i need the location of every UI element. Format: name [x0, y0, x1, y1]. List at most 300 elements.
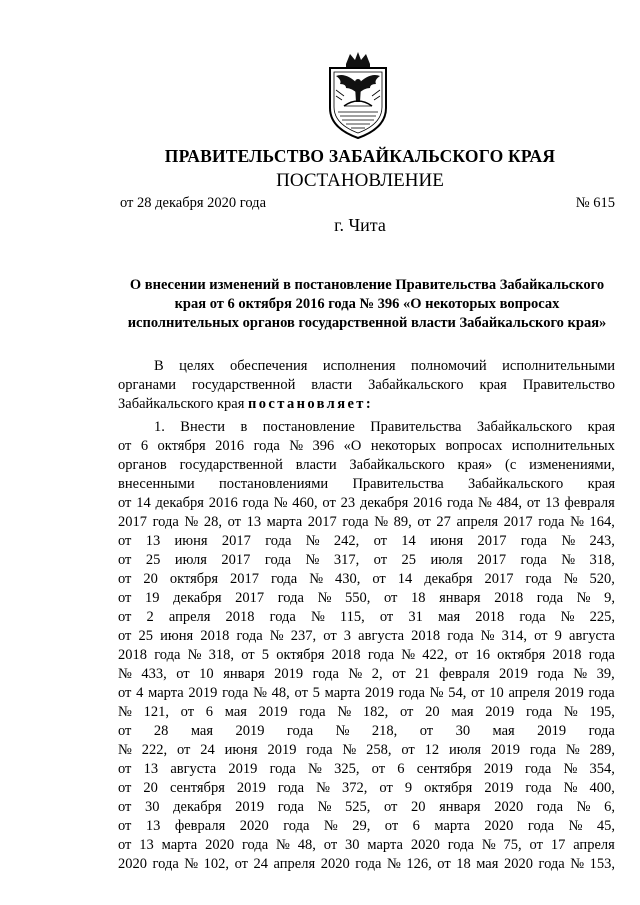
word: №	[563, 704, 578, 720]
word: Забайкальского	[467, 476, 564, 492]
word: 2017	[307, 514, 337, 530]
word: 20	[425, 704, 440, 720]
word: года	[367, 647, 395, 663]
word: года	[152, 514, 179, 530]
word: 5	[261, 647, 270, 663]
paragraph-line	[118, 760, 615, 779]
word: №	[305, 533, 320, 549]
paragraph-line	[118, 456, 615, 475]
paragraph-line	[118, 589, 615, 608]
word: №	[187, 647, 202, 663]
word: органами	[118, 377, 177, 393]
word: 13	[143, 761, 159, 777]
paragraph-line	[118, 551, 615, 570]
word: года	[271, 571, 298, 587]
word: от	[118, 438, 132, 454]
word: 39,	[596, 666, 615, 682]
word: 460,	[292, 495, 318, 511]
word: от	[384, 818, 399, 834]
word: октября	[169, 571, 219, 587]
word: сентября	[416, 761, 472, 777]
word: года	[241, 837, 269, 853]
word: года	[536, 590, 564, 606]
word: года	[152, 856, 179, 872]
word: целях	[179, 358, 215, 374]
word: 6,	[604, 799, 615, 815]
word: исполнения	[322, 358, 396, 374]
word: №	[401, 647, 416, 663]
word: года	[342, 514, 369, 530]
word: года	[277, 590, 304, 606]
word: от	[534, 628, 548, 644]
word: 484,	[496, 495, 523, 511]
word: 2016	[208, 495, 238, 511]
word: №	[342, 742, 357, 758]
word: 6	[412, 818, 420, 834]
word: апреля	[273, 856, 316, 872]
word: года	[277, 799, 304, 815]
word: №	[317, 799, 332, 815]
word: 2019	[228, 761, 258, 777]
word: от	[399, 704, 414, 720]
word: №	[309, 571, 324, 587]
word: №	[563, 761, 578, 777]
word: года	[525, 761, 552, 777]
word: от	[371, 761, 386, 777]
word: от	[118, 780, 132, 796]
word: №	[570, 856, 585, 872]
word: власти	[295, 457, 337, 473]
word: года	[588, 723, 615, 739]
paragraph-line	[118, 418, 615, 437]
word: 237,	[290, 628, 317, 644]
title-line: края от 6 октября 2016 года № 396 «О некоторых вопросах	[174, 296, 560, 312]
word: от	[118, 552, 132, 568]
word: №	[118, 704, 132, 720]
word: 354,	[589, 761, 615, 777]
word: 9	[404, 780, 413, 796]
word: Правительства	[352, 476, 444, 492]
word: 20	[143, 780, 158, 796]
word: 258,	[366, 742, 392, 758]
word: года	[525, 704, 553, 720]
word: 17	[550, 837, 566, 853]
word: 2020	[503, 856, 533, 872]
word: №	[570, 514, 584, 530]
word: 2017	[118, 514, 147, 530]
word: 2018	[118, 647, 147, 663]
paragraph-line	[118, 798, 615, 817]
paragraph-line	[118, 836, 615, 855]
word: 400,	[589, 780, 615, 796]
word: года	[154, 647, 181, 663]
word: края	[587, 419, 615, 435]
word: №	[480, 628, 495, 644]
word: 396	[312, 438, 335, 454]
paragraph-line	[118, 741, 615, 760]
word: №	[316, 780, 330, 796]
word: от	[372, 571, 386, 587]
word: 317,	[333, 552, 360, 568]
word: 2019	[236, 780, 266, 796]
word: года	[588, 685, 615, 701]
word: В	[154, 358, 164, 374]
word: 6	[397, 761, 405, 777]
word: января	[439, 799, 481, 815]
word: 525,	[345, 799, 371, 815]
paragraph-line	[118, 684, 615, 703]
word: от	[180, 704, 195, 720]
word: года	[355, 856, 382, 872]
word: года	[527, 818, 555, 834]
word: от	[118, 590, 132, 606]
word: 2019	[258, 704, 288, 720]
word: года	[269, 609, 296, 625]
word: 28	[153, 723, 169, 739]
word: Правительство	[522, 377, 615, 393]
paragraph-line	[118, 570, 615, 589]
word: августа	[569, 628, 615, 644]
word: года	[286, 723, 314, 739]
word: от	[392, 666, 406, 682]
decree-colon: :	[365, 396, 374, 412]
word: №	[308, 761, 322, 777]
word: января	[223, 666, 265, 682]
word: 9,	[604, 590, 615, 606]
word: 13	[246, 514, 262, 530]
word: 45,	[596, 818, 615, 834]
word: 18	[456, 856, 471, 872]
organization-name: ПРАВИТЕЛЬСТВО ЗАБАЙКАЛЬСКОГО КРАЯ	[164, 146, 556, 166]
word: 27	[436, 514, 451, 530]
word: 318,	[208, 647, 235, 663]
word: 195,	[589, 704, 615, 720]
word: 2017	[221, 552, 251, 568]
word: года	[525, 780, 552, 796]
word: года	[236, 628, 263, 644]
word: Забайкальского	[476, 419, 573, 435]
word: 2019	[537, 723, 567, 739]
word: №	[561, 552, 576, 568]
word: августа	[358, 628, 405, 644]
word: 2019	[483, 761, 513, 777]
word: от	[379, 780, 393, 796]
word: №	[337, 704, 352, 720]
word: 9	[554, 628, 562, 644]
word: февраля	[439, 666, 490, 682]
word: от	[118, 628, 132, 644]
word: года	[312, 666, 339, 682]
word: 2017	[477, 552, 507, 568]
word: 2019	[554, 685, 584, 701]
word: №	[563, 571, 578, 587]
word: года	[277, 780, 305, 796]
word: Забайкальского	[368, 377, 464, 393]
word: 2017	[221, 533, 251, 549]
word: от	[526, 495, 541, 511]
word: 24	[253, 856, 269, 872]
word: 2018	[331, 647, 361, 663]
word: №	[118, 666, 132, 682]
word: 25	[145, 552, 161, 568]
word: 48,	[271, 685, 290, 701]
word: от	[118, 818, 132, 834]
coat-of-arms-emblem	[322, 50, 394, 142]
word: мая	[437, 609, 461, 625]
word: 2019	[499, 666, 529, 682]
word: 18	[411, 590, 426, 606]
word: от	[401, 742, 415, 758]
word: №	[568, 818, 583, 834]
word: государственной	[191, 377, 296, 393]
word: края	[479, 377, 507, 393]
word: 2020	[239, 818, 269, 834]
word: 372,	[342, 780, 368, 796]
word: №	[310, 609, 325, 625]
word: апреля	[508, 685, 551, 701]
word: от	[322, 495, 336, 511]
word: 12	[424, 742, 440, 758]
word: постановлениями	[218, 476, 329, 492]
word: июля	[448, 742, 482, 758]
word: 2018	[225, 609, 255, 625]
word: года	[447, 837, 474, 853]
word: 2020	[205, 837, 235, 853]
word: от	[294, 685, 308, 701]
word: №	[184, 514, 199, 530]
document-date: от 28 декабря 2020 года	[120, 195, 266, 211]
word: мая	[476, 856, 499, 872]
word: 2020	[320, 856, 350, 872]
word: 10	[199, 666, 214, 682]
word: полномочий	[411, 358, 487, 374]
word: 2018	[494, 590, 524, 606]
word: 2	[146, 609, 154, 625]
word: края	[587, 476, 615, 492]
word: 550,	[345, 590, 371, 606]
word: в	[240, 419, 248, 435]
word: 289,	[589, 742, 615, 758]
word: от	[379, 609, 394, 625]
word: года	[538, 514, 565, 530]
word: года	[447, 628, 474, 644]
paragraph-line	[118, 817, 615, 836]
word: от	[118, 723, 132, 739]
word: №	[386, 856, 401, 872]
word: от	[373, 533, 387, 549]
word: 2018	[552, 647, 582, 663]
word: мая	[224, 704, 247, 720]
word: 222,	[141, 742, 168, 758]
word: года	[446, 495, 474, 511]
word: от	[241, 647, 255, 663]
paragraph-line	[118, 608, 615, 627]
word: 314,	[501, 628, 527, 644]
word: 2019	[235, 723, 265, 739]
word: №	[481, 837, 496, 853]
word: 13	[145, 818, 161, 834]
word: Забайкальского	[349, 457, 445, 473]
word: 2019	[484, 780, 514, 796]
word: 2,	[371, 666, 383, 682]
word: 2016	[215, 438, 245, 454]
word: 2018	[475, 609, 505, 625]
title-line: О внесении изменений в постановление Правительства Забайкальского	[129, 277, 605, 293]
word: №	[573, 666, 588, 682]
word: 2019	[485, 704, 515, 720]
word: от	[323, 837, 338, 853]
word: 5	[312, 685, 320, 701]
word: власти	[311, 377, 353, 393]
word: года	[529, 742, 557, 758]
word: 16	[475, 647, 490, 663]
word: от	[529, 837, 543, 853]
word: от	[323, 628, 337, 644]
word: мая	[190, 723, 213, 739]
word: июня	[224, 742, 258, 758]
word: декабря	[424, 571, 473, 587]
word: года	[588, 647, 615, 663]
word: года	[242, 495, 269, 511]
word: 325,	[334, 761, 360, 777]
word: №	[273, 495, 288, 511]
word: декабря	[173, 590, 222, 606]
word: декабря	[155, 495, 204, 511]
paragraph-line	[118, 513, 615, 532]
word: года	[222, 685, 249, 701]
word: 2017	[503, 514, 533, 530]
word: 2019	[364, 685, 394, 701]
word: от	[384, 590, 398, 606]
word: от	[471, 685, 485, 701]
document-title	[118, 276, 616, 333]
word: от	[118, 761, 132, 777]
word: 126,	[406, 856, 432, 872]
word: 2019	[274, 666, 304, 682]
word: 433,	[141, 666, 167, 682]
word: 3	[343, 628, 352, 644]
word: октября	[276, 647, 325, 663]
word: №	[335, 723, 350, 739]
word: 14	[136, 495, 151, 511]
word: года	[264, 552, 292, 568]
word: года	[537, 666, 564, 682]
word: от	[234, 856, 248, 872]
word: 14	[397, 571, 413, 587]
word: года	[283, 818, 310, 834]
word: 115,	[339, 609, 365, 625]
word: 19	[145, 590, 160, 606]
word: 2018	[200, 628, 230, 644]
word: №	[269, 628, 284, 644]
word: №	[576, 799, 591, 815]
word: от	[118, 533, 132, 549]
word: 242,	[333, 533, 360, 549]
word: от	[373, 552, 388, 568]
word: от	[118, 571, 132, 587]
word: 422,	[422, 647, 448, 663]
word: государственной	[179, 457, 283, 473]
word: №	[305, 552, 320, 568]
word: февраля	[564, 495, 615, 511]
word: июля	[430, 552, 463, 568]
word: января	[439, 590, 481, 606]
preamble-line-start: Забайкальского края	[118, 396, 245, 412]
word: 24	[200, 742, 215, 758]
word: 2017	[477, 533, 507, 549]
word: 2020	[118, 856, 147, 872]
word: 153,	[589, 856, 615, 872]
word: года	[265, 533, 292, 549]
word: 218,	[371, 723, 398, 739]
word: мая	[492, 723, 515, 739]
word: года	[519, 609, 546, 625]
title-line: исполнительных органов государственной власти Забайкальского края»	[127, 315, 607, 331]
word: 30	[145, 799, 160, 815]
word: 2017	[230, 571, 260, 587]
word: от	[384, 799, 398, 815]
word: от	[419, 723, 434, 739]
preamble	[118, 357, 615, 414]
word: года	[525, 571, 552, 587]
word: 89,	[393, 514, 412, 530]
word: года	[253, 438, 280, 454]
word: 102,	[203, 856, 230, 872]
word: 318,	[589, 552, 615, 568]
word: №	[560, 609, 575, 625]
word: 14	[401, 533, 416, 549]
word: года	[536, 799, 564, 815]
word: от	[417, 514, 431, 530]
word: от	[176, 666, 190, 682]
word: 243,	[589, 533, 615, 549]
word: №	[565, 742, 580, 758]
word: года	[520, 552, 547, 568]
paragraph-line	[118, 665, 615, 684]
decree-word: постановляет	[248, 396, 366, 412]
word: некоторых	[370, 438, 437, 454]
word: 2016	[413, 495, 443, 511]
word: 13	[545, 495, 560, 511]
word: года	[269, 761, 296, 777]
word: сентября	[169, 780, 225, 796]
word: октября	[157, 438, 206, 454]
word: апреля	[456, 514, 499, 530]
word: от	[176, 742, 191, 758]
word: 2019	[490, 742, 520, 758]
document-number: № 615	[575, 195, 615, 211]
word: №	[374, 514, 389, 530]
word: декабря	[173, 799, 222, 815]
paragraph-line	[118, 703, 615, 722]
word: от	[118, 799, 132, 815]
word: от	[118, 685, 132, 701]
word: февраля	[174, 818, 226, 834]
word: 30	[455, 723, 471, 739]
word: апреля	[168, 609, 211, 625]
word: октября	[497, 647, 546, 663]
paragraph-1	[118, 418, 615, 874]
word: №	[478, 495, 492, 511]
word: 54,	[448, 685, 467, 701]
word: 2019	[267, 742, 297, 758]
word: обеспечения	[230, 358, 308, 374]
word: внесенными	[118, 476, 195, 492]
word: 30	[345, 837, 360, 853]
word: 25	[138, 628, 154, 644]
word: №	[348, 666, 363, 682]
word: 29,	[352, 818, 371, 834]
